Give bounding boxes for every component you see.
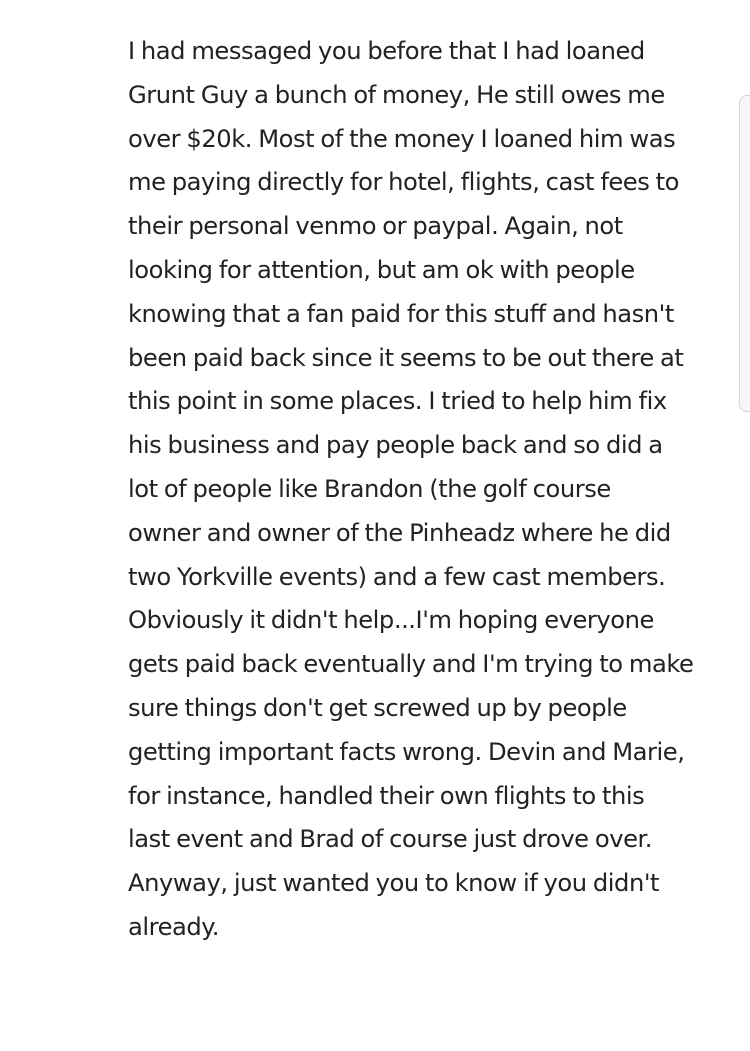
message-line: their personal venmo or paypal. Again, not (128, 212, 623, 241)
message-line: getting important facts wrong. Devin and Marie, (128, 737, 685, 766)
message-line: me paying directly for hotel, flights, cast fees to (128, 168, 680, 197)
message-line: over $20k. Most of the money I loaned him was (128, 124, 676, 153)
message-line: his business and pay people back and so did a (128, 431, 663, 460)
message-line: lot of people like Brandon (the golf course (128, 474, 611, 503)
message-line: Grunt Guy a bunch of money, He still owes me (128, 80, 665, 109)
message-line: been paid back since it seems to be out there at (128, 343, 684, 372)
message-line: already. (128, 912, 219, 941)
message-line: owner and owner of the Pinheadz where he did (128, 518, 671, 547)
message-line: knowing that a fan paid for this stuff and hasn't (128, 299, 674, 328)
message-body (128, 30, 723, 950)
message-line: Obviously it didn't help...I'm hoping everyone (128, 606, 654, 635)
edge-scroll-handle[interactable] (739, 95, 750, 412)
message-line: gets paid back eventually and I'm trying to make (128, 650, 694, 679)
message-line: sure things don't get screwed up by people (128, 693, 627, 722)
message-line: I had messaged you before that I had loaned (128, 37, 645, 65)
message-line: for instance, handled their own flights to this (128, 781, 645, 810)
message-line: looking for attention, but am ok with people (128, 255, 635, 284)
message-line: last event and Brad of course just drove over. (128, 825, 653, 854)
message-line: two Yorkville events) and a few cast members. (128, 562, 666, 591)
message-line: Anyway, just wanted you to know if you didn't (128, 869, 660, 898)
message-line: this point in some places. I tried to help him fix (128, 387, 667, 416)
